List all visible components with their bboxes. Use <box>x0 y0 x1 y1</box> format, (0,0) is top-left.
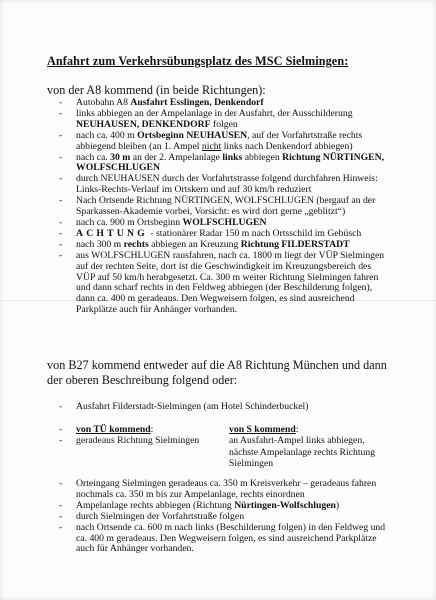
list-item: - nach 300 m rechts abbiegen an Kreuzung Richtung FILDERSTADT <box>59 240 389 251</box>
from-tue-text: geradeaus Richtung Sielmingen <box>76 435 200 447</box>
list-item: - Ampelanlage rechts abbiegen (Richtung Nürtingen-Wolfschlugen) <box>59 501 389 512</box>
b27-section-heading-line2: der oberen Beschreibung folgend oder: <box>47 373 238 387</box>
a8-section-heading: von der A8 kommend (in beide Richtungen): <box>47 83 266 97</box>
list-item: - durch Sielmingen der Vorfahrtstraße folgen <box>59 512 389 523</box>
from-tue-heading: von TÜ kommend <box>76 424 151 435</box>
list-item: - ACHTUNG - stationärer Radar 150 m nach Ortsschild im Gebüsch <box>59 229 389 240</box>
list-item: - nach ca. 900 m Ortsbeginn WOLFSCHLUGEN <box>59 218 389 229</box>
list-item: - nach ca. 30 m an der 2. Ampelanlage links abbiegen Richtung NÜRTINGEN, WOLFSCHLUGEN <box>59 153 389 175</box>
b27-exit-list <box>59 402 389 413</box>
list-item: - durch NEUHAUSEN durch der Vorfahrtstrasse folgend durchfahren Hinweis: Links-Rechts-Verlauf im Ortskern und auf 30 km/h reduziert <box>59 174 389 196</box>
from-tue-column: - von TÜ kommend: - geradeaus Richtung Sielmingen <box>59 424 200 447</box>
from-s-text: an Ausfahrt-Ampel links abbiegen, nächste Ampelanlage rechts Richtung Sielmingen <box>229 435 376 470</box>
list-item: - nach ca. 400 m Ortsbeginn NEUHAUSEN, auf der Vorfahrtstraße rechts abbiegend bleiben (an 1. Ampel nicht links nach Denkendorf abbiegen) <box>59 131 389 153</box>
a8-directions-list <box>59 98 389 316</box>
list-item: - nach Ortsende ca. 600 m nach links (Beschilderung folgen) in den Feldweg und ca. 400 m geradeaus. Den Wegweisern folgen, es sind ausreichend Parkplätze auch für Anhänger vorhanden. <box>59 523 389 556</box>
list-item: - links abbiegen an der Ampelanlage in der Ausfahrt, der Ausschilderung NEUHAUSEN, DENKENDORF folgen <box>59 109 389 131</box>
from-s-heading: von S kommend <box>229 424 296 435</box>
list-item: - Orteingang Sielmingen geradeaus ca. 350 m Kreisverkehr – geradeaus fahren nochmals ca. 350 m bis zur Ampelanlage, rechts einordnen <box>59 479 389 501</box>
list-item: - Ausfahrt Filderstadt-Sielmingen (am Hotel Schinderbuckel) <box>59 402 389 413</box>
b27-directions-list <box>59 479 389 555</box>
from-s-column: von S kommend: an Ausfahrt-Ampel links abbiegen, nächste Ampelanlage rechts Richtung Sielmingen <box>229 424 394 470</box>
list-item: - aus WOLFSCHLUGEN rausfahren, nach ca. 1800 m liegt der VÜP Sielmingen auf der rechten Seite, dort ist die Geschwindigkeit im Kreuzungsbereich des VÜP auf 50 km/h herabgesetzt. Ca. 300 m weiter Richtung Sielmingen fahren und dann scharf rechts in den Feldweg abbiegen (der Beschilderung folgen), dann ca. 400 m geradeaus. Den Wegweisern folgen, es sind ausreichend Parkplätze auch für Anhänger vorhanden. <box>59 251 389 316</box>
list-item: - Nach Ortsende Richtung NÜRTINGEN, WOLFSCHLUGEN (bergauf an der Sparkassen-Akademie vorbei, Vorsicht: es wird dort gerne „geblitzt“) <box>59 196 389 218</box>
document-title: Anfahrt zum Verkehrsübungsplatz des MSC Sielmingen: <box>47 54 349 68</box>
list-item: - Autobahn A8 Ausfahrt Esslingen, Denkendorf <box>59 98 389 109</box>
b27-section-heading-line1: von B27 kommend entweder auf die A8 Richtung München und dann <box>47 358 387 372</box>
